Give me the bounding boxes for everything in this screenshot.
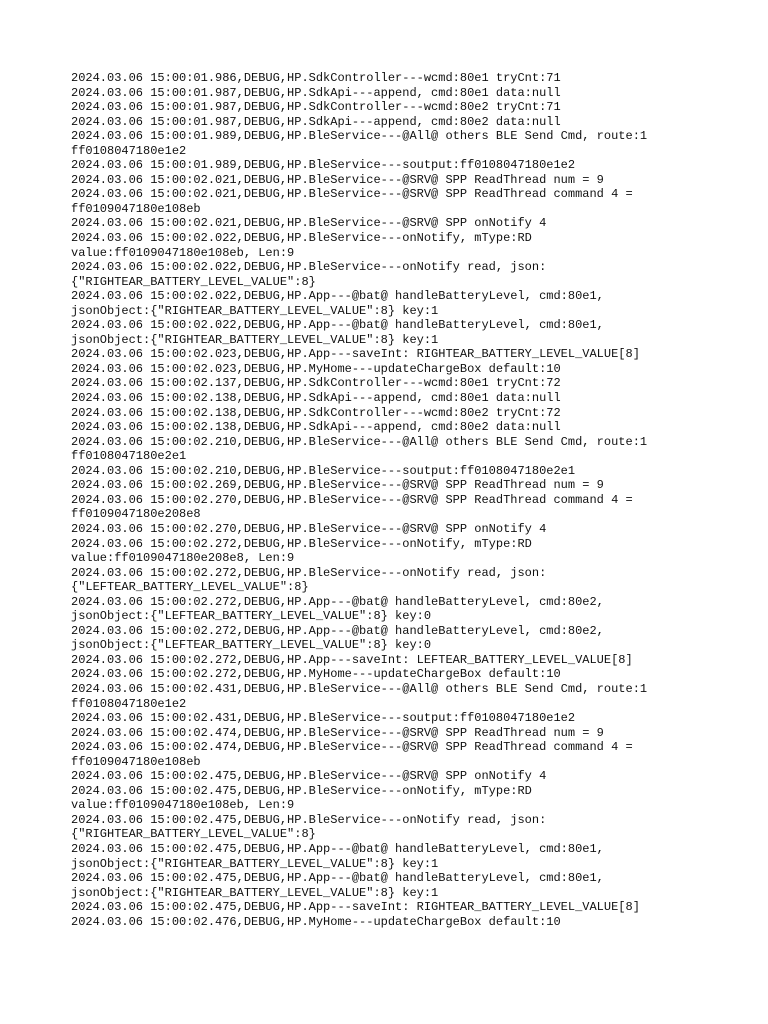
log-line: jsonObject:{"RIGHTEAR_BATTERY_LEVEL_VALUE":8} key:1	[71, 856, 439, 871]
log-line: 2024.03.06 15:00:02.272,DEBUG,HP.App---@bat@ handleBatteryLevel, cmd:80e2,	[71, 623, 604, 638]
log-line: {"LEFTEAR_BATTERY_LEVEL_VALUE":8}	[71, 580, 309, 595]
log-line: 2024.03.06 15:00:02.210,DEBUG,HP.BleService---@All@ others BLE Send Cmd, route:1	[71, 434, 648, 449]
log-line: 2024.03.06 15:00:02.272,DEBUG,HP.BleService---onNotify, mType:RD	[71, 536, 532, 551]
log-line: 2024.03.06 15:00:02.023,DEBUG,HP.MyHome---updateChargeBox default:10	[71, 361, 561, 376]
log-line: 2024.03.06 15:00:01.989,DEBUG,HP.BleService---@All@ others BLE Send Cmd, route:1	[71, 129, 648, 144]
log-line: value:ff0109047180e108eb, Len:9	[71, 798, 295, 813]
log-line: 2024.03.06 15:00:02.021,DEBUG,HP.BleService---@SRV@ SPP ReadThread command 4 =	[71, 187, 633, 202]
log-line: 2024.03.06 15:00:02.474,DEBUG,HP.BleService---@SRV@ SPP ReadThread command 4 =	[71, 740, 633, 755]
log-line: 2024.03.06 15:00:02.431,DEBUG,HP.BleService---@All@ others BLE Send Cmd, route:1	[71, 681, 648, 696]
log-line: jsonObject:{"LEFTEAR_BATTERY_LEVEL_VALUE":8} key:0	[71, 609, 432, 624]
log-line: 2024.03.06 15:00:01.989,DEBUG,HP.BleService---soutput:ff0108047180e1e2	[71, 158, 576, 173]
log-line: 2024.03.06 15:00:02.272,DEBUG,HP.App---@bat@ handleBatteryLevel, cmd:80e2,	[71, 594, 604, 609]
log-line: ff0108047180e2e1	[71, 449, 187, 464]
log-line: ff0109047180e108eb	[71, 754, 201, 769]
log-line: 2024.03.06 15:00:01.987,DEBUG,HP.SdkApi---append, cmd:80e2 data:null	[71, 114, 561, 129]
log-line: value:ff0109047180e108eb, Len:9	[71, 245, 295, 260]
log-line: 2024.03.06 15:00:02.021,DEBUG,HP.BleService---@SRV@ SPP onNotify 4	[71, 216, 547, 231]
log-line: 2024.03.06 15:00:01.987,DEBUG,HP.SdkApi---append, cmd:80e1 data:null	[71, 85, 561, 100]
log-line: 2024.03.06 15:00:02.022,DEBUG,HP.App---@bat@ handleBatteryLevel, cmd:80e1,	[71, 318, 604, 333]
log-line: 2024.03.06 15:00:02.137,DEBUG,HP.SdkController---wcmd:80e1 tryCnt:72	[71, 376, 561, 391]
log-line: 2024.03.06 15:00:02.272,DEBUG,HP.App---saveInt: LEFTEAR_BATTERY_LEVEL_VALUE[8]	[71, 652, 633, 667]
log-line: 2024.03.06 15:00:02.269,DEBUG,HP.BleService---@SRV@ SPP ReadThread num = 9	[71, 478, 604, 493]
log-line: 2024.03.06 15:00:02.272,DEBUG,HP.MyHome---updateChargeBox default:10	[71, 667, 561, 682]
log-line: 2024.03.06 15:00:02.476,DEBUG,HP.MyHome---updateChargeBox default:10	[71, 914, 561, 929]
log-line: 2024.03.06 15:00:02.431,DEBUG,HP.BleService---soutput:ff0108047180e1e2	[71, 711, 576, 726]
log-line: ff0109047180e208e8	[71, 507, 201, 522]
log-line: 2024.03.06 15:00:02.475,DEBUG,HP.App---@bat@ handleBatteryLevel, cmd:80e1,	[71, 841, 604, 856]
log-line: ff0108047180e1e2	[71, 696, 187, 711]
log-line: 2024.03.06 15:00:02.475,DEBUG,HP.App---@bat@ handleBatteryLevel, cmd:80e1,	[71, 871, 604, 886]
log-line: 2024.03.06 15:00:02.272,DEBUG,HP.BleService---onNotify read, json:	[71, 565, 547, 580]
log-line: 2024.03.06 15:00:02.138,DEBUG,HP.SdkController---wcmd:80e2 tryCnt:72	[71, 405, 561, 420]
log-text-block	[71, 71, 711, 929]
log-line: 2024.03.06 15:00:02.475,DEBUG,HP.BleService---@SRV@ SPP onNotify 4	[71, 769, 547, 784]
log-line: 2024.03.06 15:00:02.474,DEBUG,HP.BleService---@SRV@ SPP ReadThread num = 9	[71, 725, 604, 740]
log-line: {"RIGHTEAR_BATTERY_LEVEL_VALUE":8}	[71, 274, 316, 289]
log-line: jsonObject:{"RIGHTEAR_BATTERY_LEVEL_VALUE":8} key:1	[71, 303, 439, 318]
log-line: 2024.03.06 15:00:02.022,DEBUG,HP.BleService---onNotify read, json:	[71, 260, 547, 275]
log-line: 2024.03.06 15:00:02.023,DEBUG,HP.App---saveInt: RIGHTEAR_BATTERY_LEVEL_VALUE[8]	[71, 347, 640, 362]
log-line: 2024.03.06 15:00:02.210,DEBUG,HP.BleService---soutput:ff0108047180e2e1	[71, 463, 576, 478]
log-line: 2024.03.06 15:00:02.022,DEBUG,HP.BleService---onNotify, mType:RD	[71, 231, 532, 246]
log-line: 2024.03.06 15:00:02.270,DEBUG,HP.BleService---@SRV@ SPP ReadThread command 4 =	[71, 492, 633, 507]
log-line: 2024.03.06 15:00:02.270,DEBUG,HP.BleService---@SRV@ SPP onNotify 4	[71, 521, 547, 536]
log-line: 2024.03.06 15:00:02.475,DEBUG,HP.BleService---onNotify, mType:RD	[71, 783, 532, 798]
log-line: ff0109047180e108eb	[71, 201, 201, 216]
log-line: 2024.03.06 15:00:02.022,DEBUG,HP.App---@bat@ handleBatteryLevel, cmd:80e1,	[71, 289, 604, 304]
log-line: 2024.03.06 15:00:02.475,DEBUG,HP.BleService---onNotify read, json:	[71, 812, 547, 827]
log-line: jsonObject:{"RIGHTEAR_BATTERY_LEVEL_VALUE":8} key:1	[71, 332, 439, 347]
log-line: ff0108047180e1e2	[71, 143, 187, 158]
log-line: jsonObject:{"LEFTEAR_BATTERY_LEVEL_VALUE":8} key:0	[71, 638, 432, 653]
log-line: 2024.03.06 15:00:02.138,DEBUG,HP.SdkApi---append, cmd:80e1 data:null	[71, 391, 561, 406]
log-line: 2024.03.06 15:00:02.138,DEBUG,HP.SdkApi---append, cmd:80e2 data:null	[71, 420, 561, 435]
log-line: {"RIGHTEAR_BATTERY_LEVEL_VALUE":8}	[71, 827, 316, 842]
log-line: 2024.03.06 15:00:01.986,DEBUG,HP.SdkController---wcmd:80e1 tryCnt:71	[71, 71, 561, 85]
log-line: 2024.03.06 15:00:02.021,DEBUG,HP.BleService---@SRV@ SPP ReadThread num = 9	[71, 172, 604, 187]
log-line: 2024.03.06 15:00:01.987,DEBUG,HP.SdkController---wcmd:80e2 tryCnt:71	[71, 100, 561, 115]
log-line: jsonObject:{"RIGHTEAR_BATTERY_LEVEL_VALUE":8} key:1	[71, 885, 439, 900]
log-line: value:ff0109047180e208e8, Len:9	[71, 551, 295, 566]
log-line: 2024.03.06 15:00:02.475,DEBUG,HP.App---saveInt: RIGHTEAR_BATTERY_LEVEL_VALUE[8]	[71, 900, 640, 915]
